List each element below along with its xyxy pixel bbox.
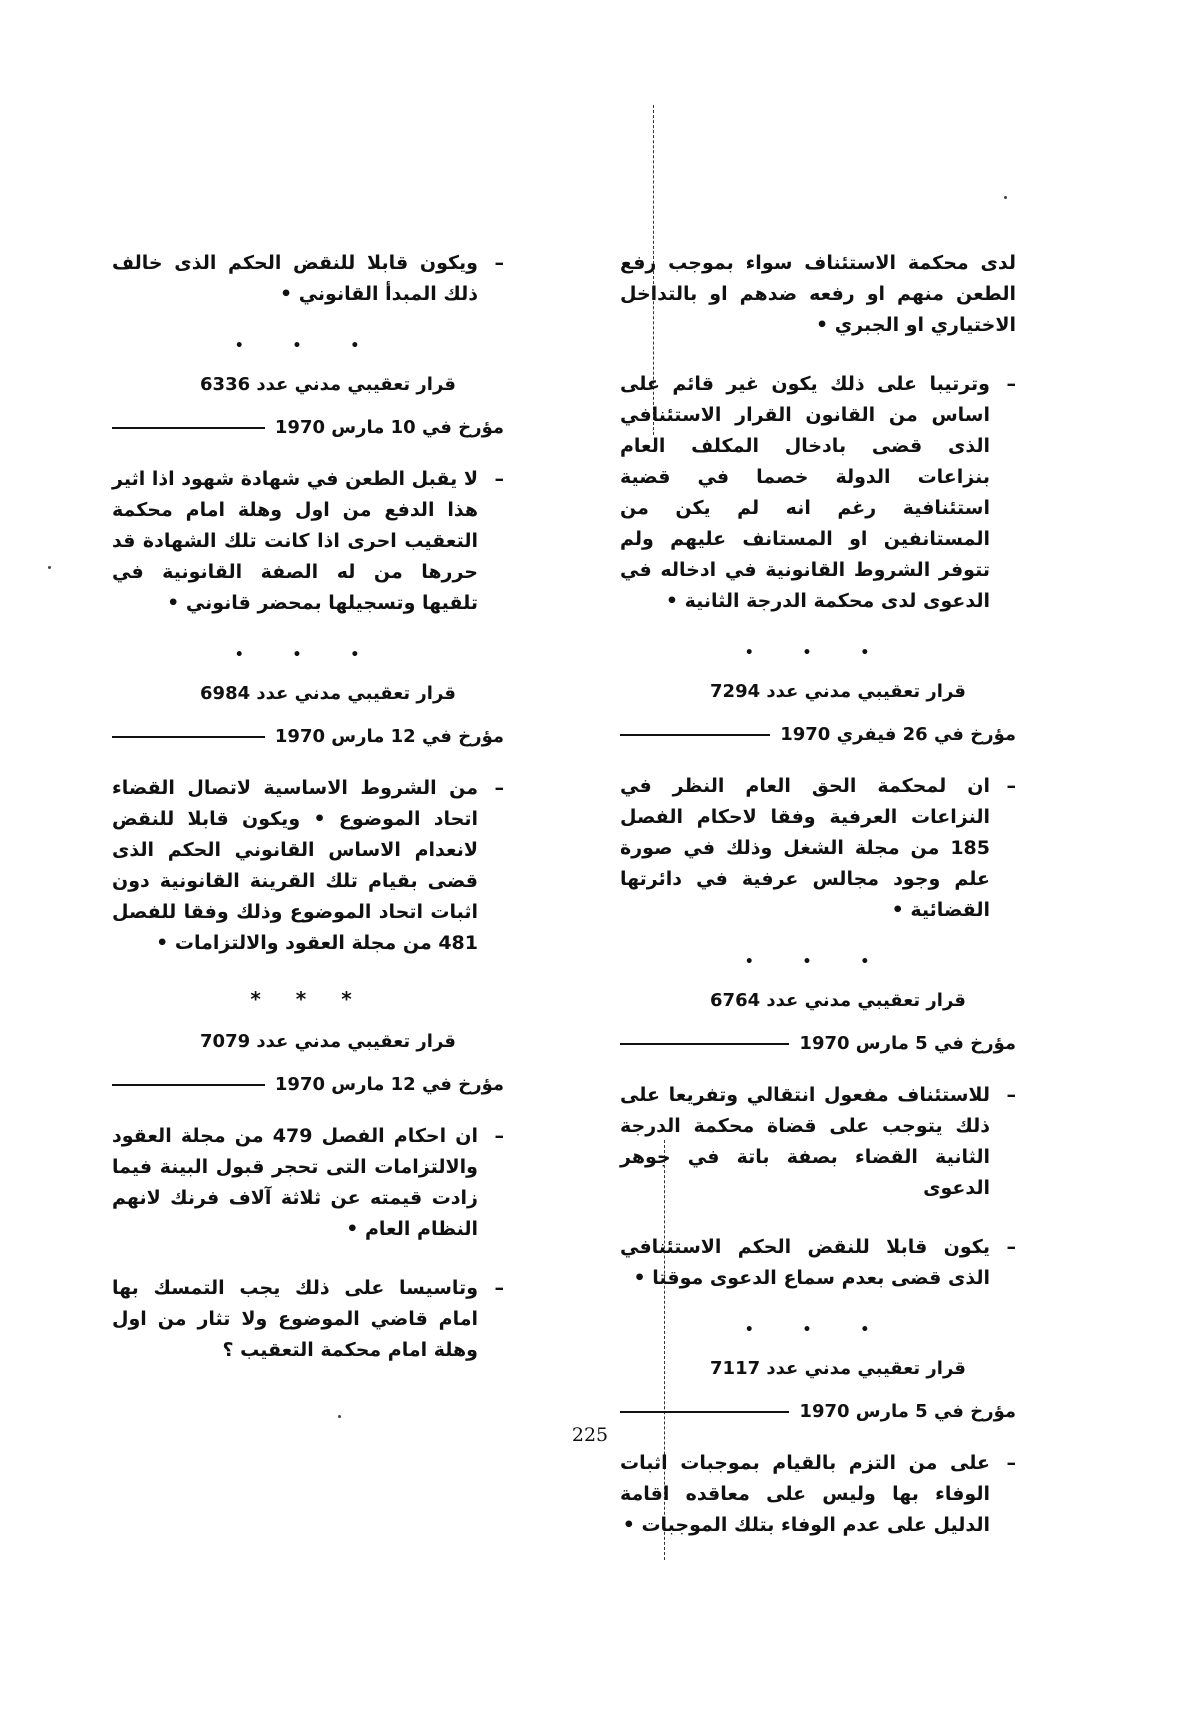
section-separator: * * * — [250, 987, 366, 1011]
paragraph: لدى محكمة الاستئناف سواء بموجب رفع الطعن منهم او رفعه ضدهم او بالتداخل الاختياري او الجبري • — [620, 252, 1016, 336]
decision-date: مؤرخ في 26 فيفري 1970 — [620, 724, 1016, 745]
paragraph: – من الشروط الاساسية لاتصال القضاء اتحاد الموضوع • ويكون قابلا للنقض لانعدام الاساس القانوني الحكم الذى قضى بقيام تلك القرينة القانونية دون اثبات اتحاد الموضوع وذلك وفقا للفصل 481 من مجلة العقود والالتزامات • — [112, 777, 504, 954]
decision-title: قرار تعقيبي مدني عدد 6336 — [200, 374, 456, 395]
paragraph: – يكون قابلا للنقض الحكم الاستئنافي الذى قضى بعدم سماع الدعوى موقتا • — [620, 1236, 1016, 1289]
scan-speck — [1004, 196, 1007, 199]
decision-date: مؤرخ في 5 مارس 1970 — [620, 1033, 1016, 1054]
section-separator: • • • — [744, 645, 892, 661]
scan-speck — [338, 1415, 341, 1418]
paragraph: – ان احكام الفصل 479 من مجلة العقود والالتزامات التى تحجر قبول البينة فيما زادت قيمته عن ثلاثة آلاف فرنك لانهم النظام العام • — [112, 1125, 504, 1240]
paragraph: – للاستئناف مفعول انتقالي وتفريعا على ذلك يتوجب على قضاة محكمة الدرجة الثانية القضاء بصفة باتة في جوهر الدعوى — [620, 1084, 1016, 1199]
left-column — [112, 248, 504, 1394]
paragraph: – وترتيبا على ذلك يكون غير قائم على اساس من القانون القرار الاستئنافي الذى قضى بادخال المكلف العام بنزاعات الدولة خصما في قضية استئنافية رغم انه لم يكن من المستانفين او المستانف عليهم ولم تتوفر الشروط القانونية في ادخاله في الدعوى لدى محكمة الدرجة الثانية • — [620, 373, 1016, 612]
paragraph: – على من التزم بالقيام بموجبات اثبات الوفاء بها وليس على معاقده اقامة الدليل على عدم الوفاء بتلك الموجبات • — [620, 1452, 1016, 1536]
decision-date: مؤرخ في 5 مارس 1970 — [620, 1401, 1016, 1422]
paragraph: – لا يقبل الطعن في شهادة شهود اذا اثير هذا الدفع من اول وهلة امام محكمة التعقيب احرى اذا كانت تلك الشهادة قد حررها من له الصفة القانونية في تلقيها وتسجيلها بمحضر قانوني • — [112, 468, 504, 614]
decision-title: قرار تعقيبي مدني عدد 6984 — [200, 683, 456, 704]
page-number: 225 — [571, 1424, 609, 1446]
section-separator: • • • — [234, 338, 382, 354]
section-separator: • • • — [744, 954, 892, 970]
decision-title: قرار تعقيبي مدني عدد 6764 — [710, 990, 966, 1011]
paragraph: – ويكون قابلا للنقض الحكم الذى خالف ذلك المبدأ القانوني • — [112, 252, 504, 305]
section-separator: • • • — [234, 647, 382, 663]
paragraph: – وتاسيسا على ذلك يجب التمسك بها امام قاضي الموضوع ولا تثار من اول وهلة امام محكمة التعقيب ؟ — [112, 1277, 504, 1361]
decision-title: قرار تعقيبي مدني عدد 7117 — [710, 1358, 966, 1379]
decision-date: مؤرخ في 10 مارس 1970 — [112, 417, 504, 438]
section-separator: • • • — [744, 1322, 892, 1338]
scan-speck — [48, 566, 51, 569]
decision-date: مؤرخ في 12 مارس 1970 — [112, 726, 504, 747]
paragraph: – ان لمحكمة الحق العام النظر في النزاعات العرفية وفقا لاحكام الفصل 185 من مجلة الشغل وذلك في صورة علم وجود مجالس عرفية في دائرتها القضائية • — [620, 775, 1016, 921]
decision-title: قرار تعقيبي مدني عدد 7079 — [200, 1031, 456, 1052]
right-column — [620, 248, 1016, 1569]
decision-title: قرار تعقيبي مدني عدد 7294 — [710, 681, 966, 702]
decision-date: مؤرخ في 12 مارس 1970 — [112, 1074, 504, 1095]
